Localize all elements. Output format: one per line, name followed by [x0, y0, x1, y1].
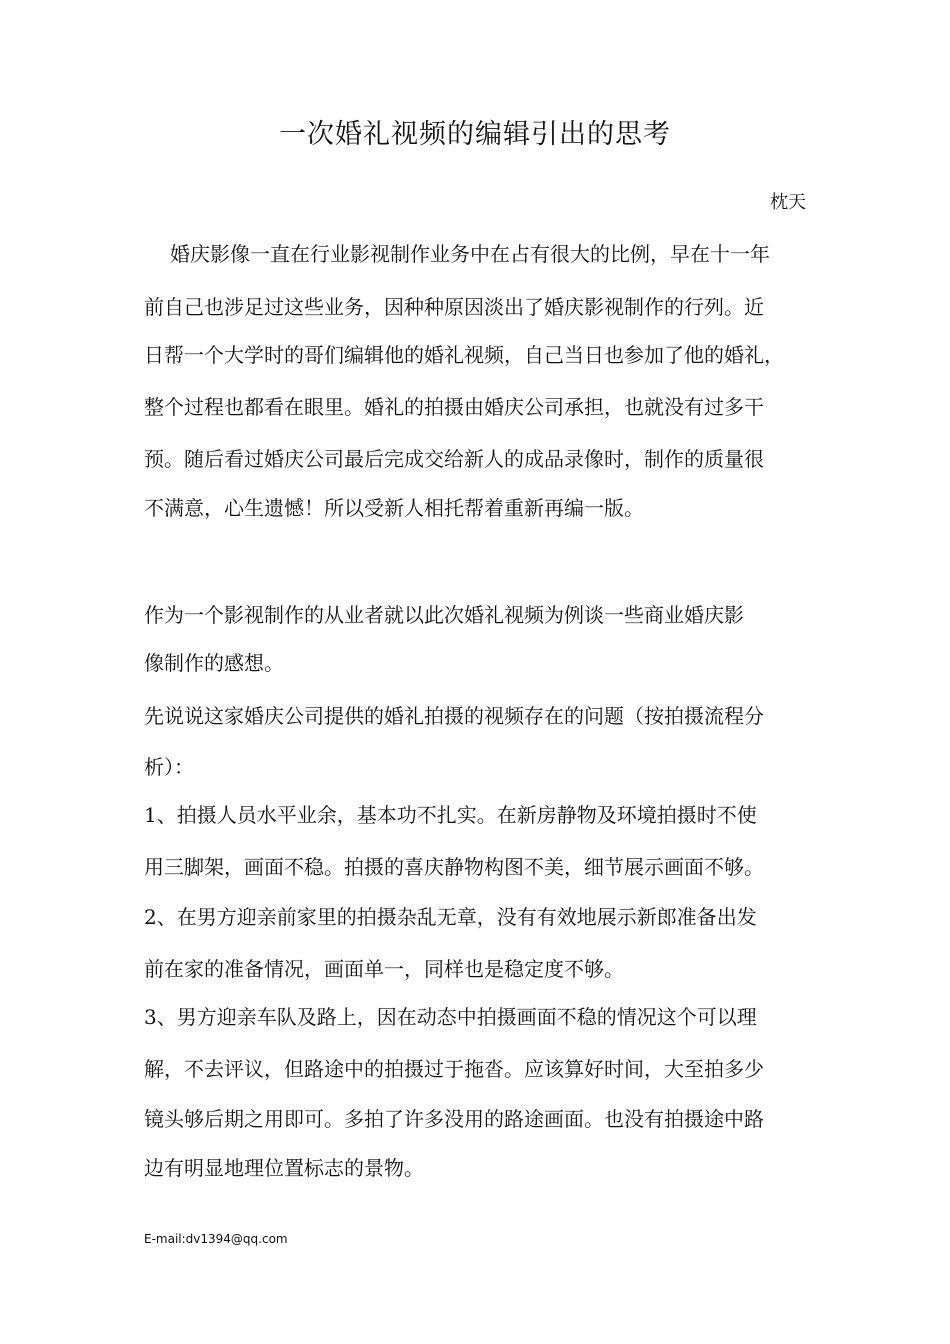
list-item-line: 前在家的准备情况，画面单一，同样也是稳定度不够。 — [144, 957, 624, 981]
list-item-line: 镜头够后期之用即可。多拍了许多没用的路途画面。也没有拍摄途中路 — [144, 1107, 764, 1131]
footer-email: E-mail:dv1394@qq.com — [144, 1232, 288, 1246]
list-item-line: 2、在男方迎亲前家里的拍摄杂乱无章，没有有效地展示新郎准备出发 — [144, 905, 757, 929]
list-item-line: 3、男方迎亲车队及路上，因在动态中拍摄画面不稳的情况这个可以理 — [144, 1005, 757, 1029]
document-title: 一次婚礼视频的编辑引出的思考 — [279, 119, 671, 150]
list-item-line: 1、拍摄人员水平业余，基本功不扎实。在新房静物及环境拍摄时不使 — [144, 803, 757, 827]
paragraph-line: 整个过程也都看在眼里。婚礼的拍摄由婚庆公司承担，也就没有过多干 — [144, 395, 764, 419]
paragraph-line: 预。随后看过婚庆公司最后完成交给新人的成品录像时，制作的质量很 — [144, 447, 764, 471]
paragraph-line: 作为一个影视制作的从业者就以此次婚礼视频为例谈一些商业婚庆影 — [144, 603, 744, 627]
list-item-line: 边有明显地理位置标志的景物。 — [144, 1156, 424, 1180]
paragraph-line: 婚庆影像一直在行业影视制作业务中在占有很大的比例，早在十一年 — [170, 242, 770, 266]
paragraph-line: 先说说这家婚庆公司提供的婚礼拍摄的视频存在的问题（按拍摄流程分 — [144, 704, 764, 728]
paragraph-line: 日帮一个大学时的哥们编辑他的婚礼视频，自己当日也参加了他的婚礼， — [144, 343, 784, 367]
list-item-line: 用三脚架，画面不稳。拍摄的喜庆静物构图不美，细节展示画面不够。 — [144, 855, 764, 879]
paragraph-line: 前自己也涉足过这些业务，因种种原因淡出了婚庆影视制作的行列。近 — [144, 295, 764, 319]
paragraph-line: 像制作的感想。 — [144, 651, 284, 675]
paragraph-line: 析）： — [144, 755, 194, 779]
paragraph-line: 不满意，心生遗憾！所以受新人相托帮着重新再编一版。 — [144, 496, 644, 520]
list-item-line: 解，不去评议，但路途中的拍摄过于拖沓。应该算好时间，大至拍多少 — [144, 1057, 764, 1081]
author-name: 枕天 — [770, 192, 806, 213]
